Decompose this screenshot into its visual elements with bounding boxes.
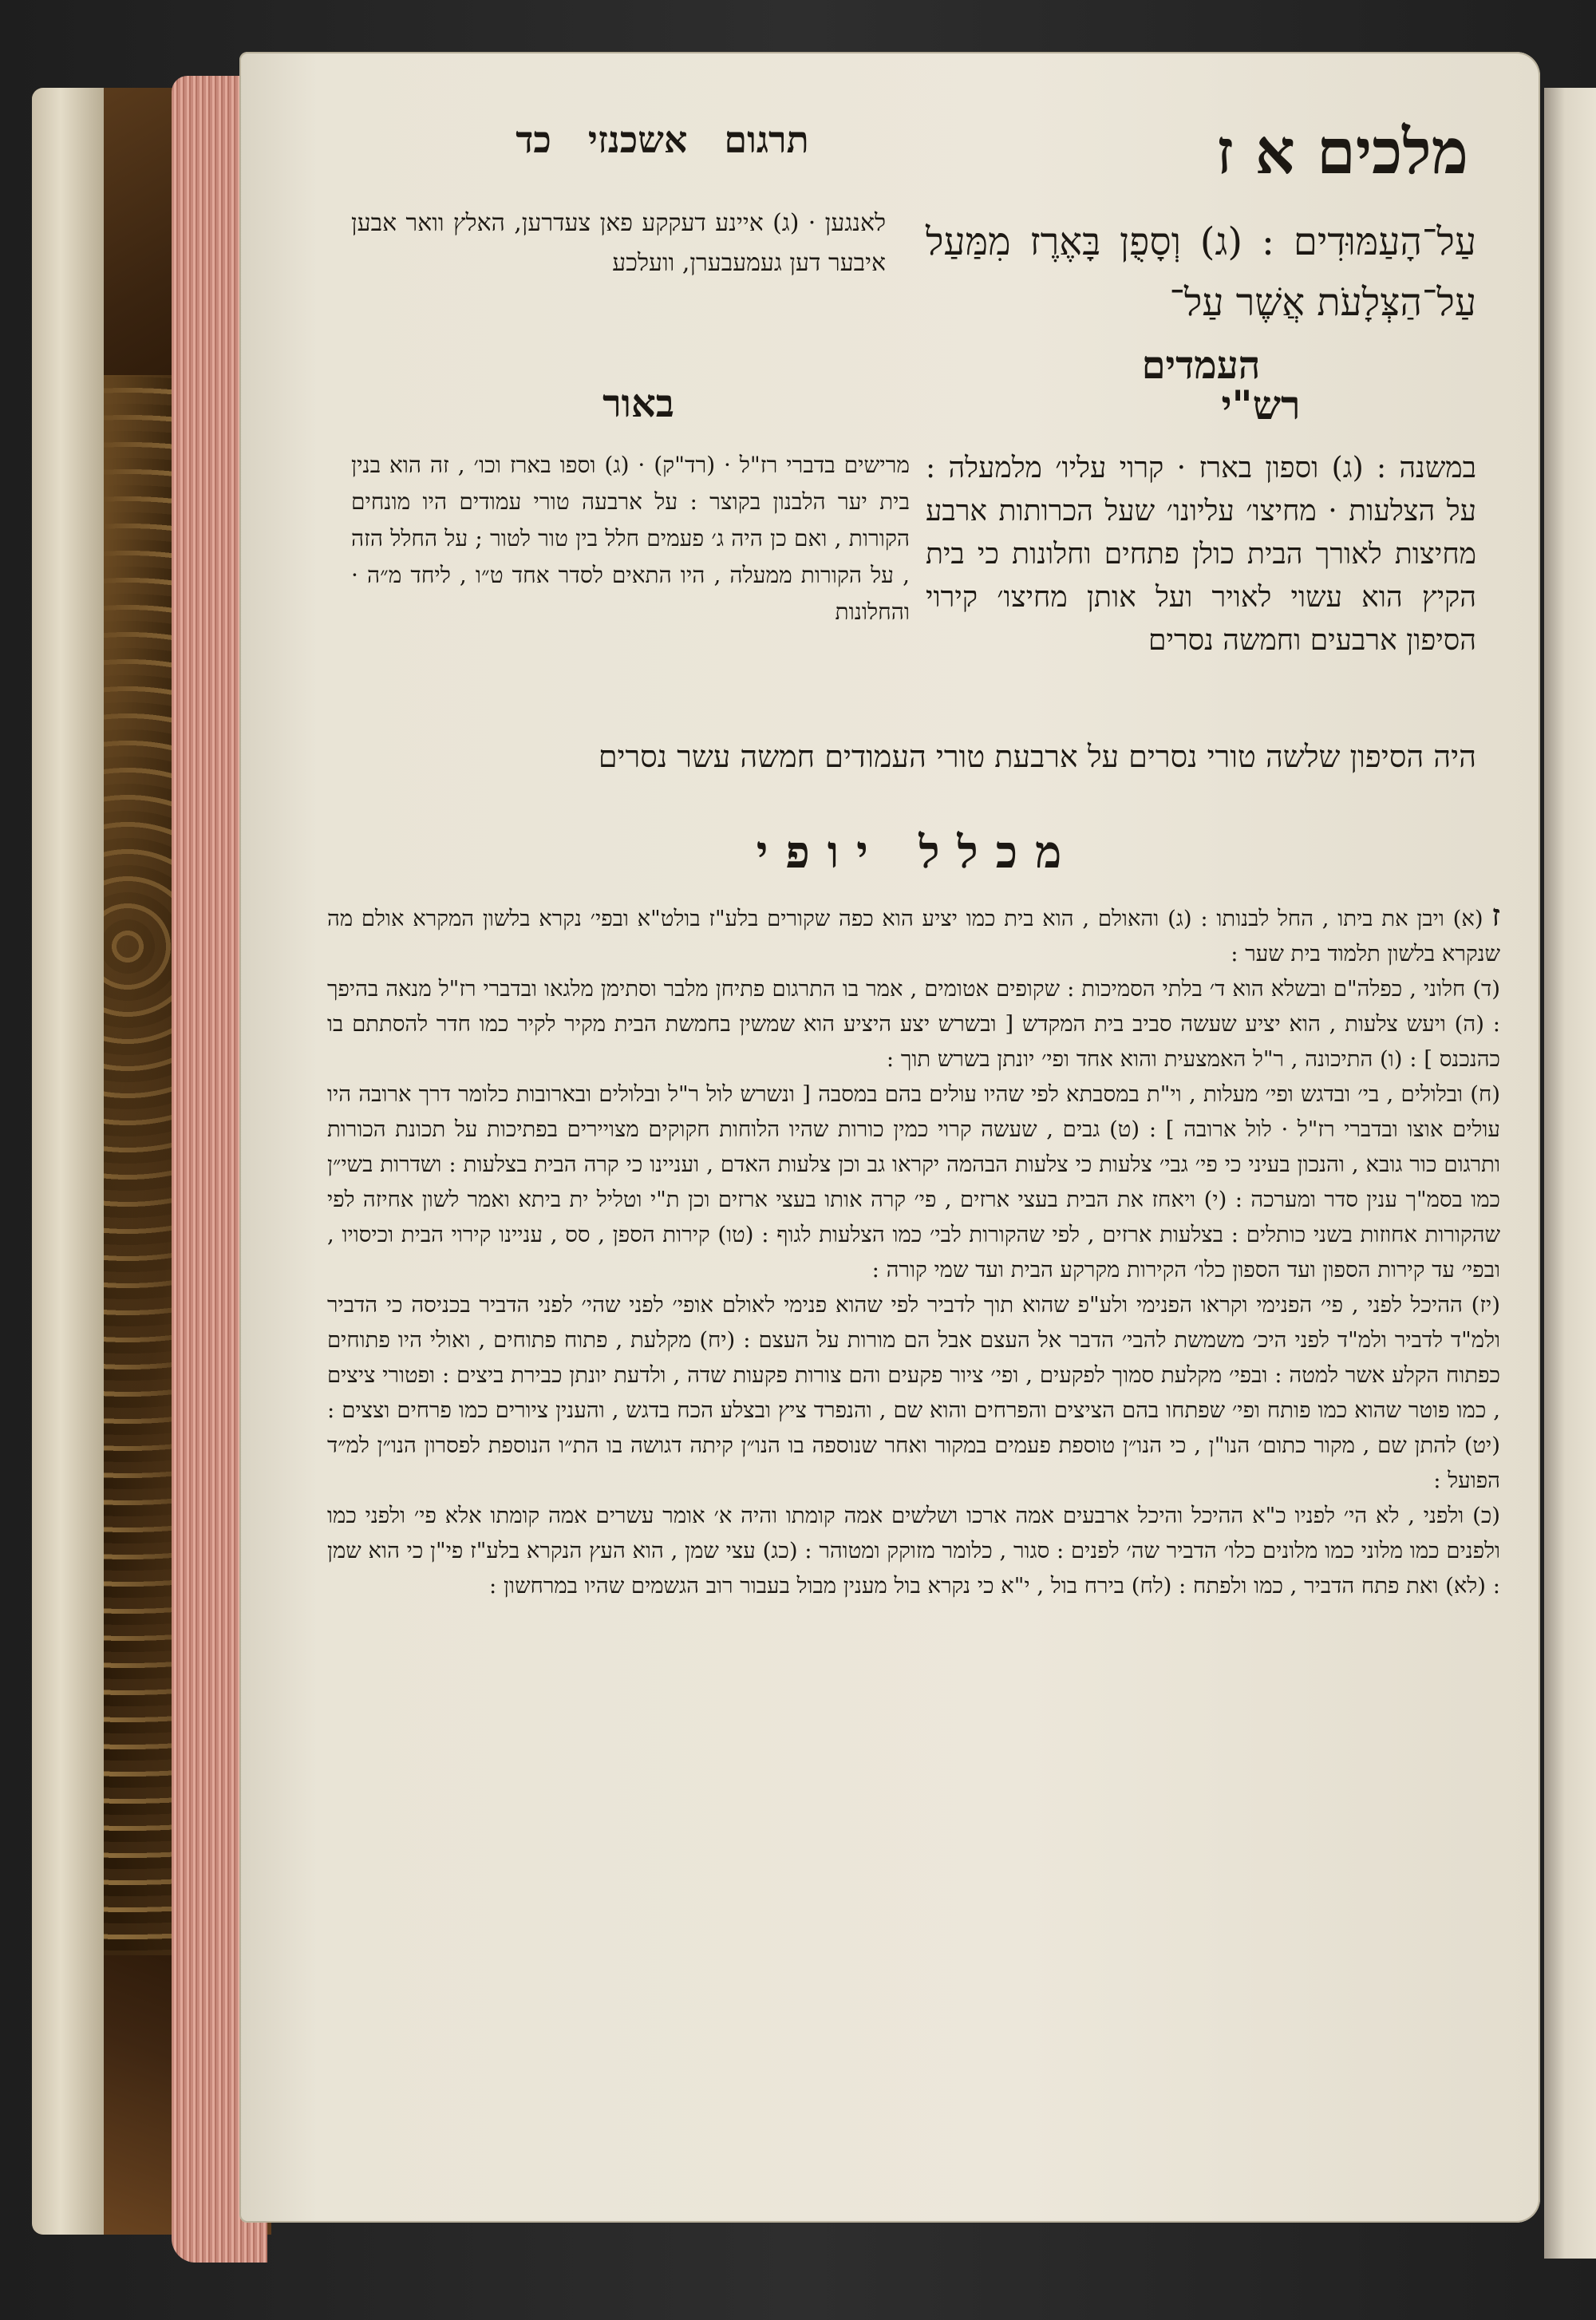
scripture-verse-continuation: העמדים [1141, 343, 1261, 388]
mikhlal-yofi-commentary [327, 898, 1500, 1603]
running-header-targum: תרגום אשכנזי כד [516, 118, 809, 161]
commentary-paragraph: (כ) ולפני , לא הי׳ לפניו כ"א ההיכל והיכל ארבעים אמה ארכו ושלשים אמה קומתו והיה א׳ אומר עשרים אמה קומתו אלא פי׳ ולפני כמו ולפנים כמו מלוני כמו מלונים כלו׳ הדביר שה׳ לפנים : סגור , כלומר מזוקק ומטוהר : (כג) עצי שמן , הוא העץ הנקרא בלע"ז פי"ן כי הוא שמן : (לא) ואת פתח הדביר , כמו ולפתח : (לח) בירח בול , י"א כי נקרא בול מענין מבול בעבור רוב הגשמים שהיו במרחשון : [327, 1503, 1500, 1599]
chapter-letter: ז [1491, 897, 1500, 933]
facing-page-edge [1544, 88, 1596, 2259]
rashi-heading: רש"י [1221, 381, 1301, 429]
scripture-verse: עַל־הָעַמּוּדִים : (ג) וְסָפֻן בָּאֶרֶז מִמַּעַל עַל־הַצְּלָעֹת אֲשֶׁר עַל־ [926, 219, 1476, 325]
commentary-paragraph: (יז) ההיכל לפני , פי׳ הפנימי וקראו הפנימי ולע"פ שהוא תוך לדביר לפי שהוא פנימי לאולם אופי׳ לפני שהי׳ לפני הדביר בכניסה כי הדביר ולמ"ד לדביר ולמ"ד לפני היכ׳ משמשת להבי׳ הדבר אל העצם אבל הם מורות על העצם : (יח) מקלעת , פתוח פתוחים , ואולי היו פתוחים כפתוח הקלע אשר למטה : ובפי׳ מקלעת סמוך לפקעים , ופי׳ ציור פקעים והם צורות פקעות שדה , ולדעת יונתן כבירת ביצים : ופטורי ציצים , כמו פוטר שהוא כמו פותח ופי׳ שפתחו בהם הציצים והפרחים והוא שם , והנפרד ציץ ובצלע הכח בדגש , והענין ציורים כמו פרחים וצצים : (יט) להתן שם , מקור כתום׳ הנו"ן , כי הנו״ן טוספת פעמים במקור ואחר שנוספה בו הנו״ן קיתה דגושה בו הת״ו הנוספת לפסרון הנו״ן למ״ד הפועל : [327, 1292, 1500, 1493]
yiddish-translation: לאנגען · (ג) איינע דעקקע פאן צעדרען, האלץ וואר אבען איבער דען געמעבערן, וועלכע [351, 209, 886, 277]
biur-heading: באור [602, 381, 674, 426]
rashi-commentary: במשנה : (ג) וספון בארז · קרוי עליו׳ מלמעלה : על הצלעות · מחיצו׳ עליונו׳ שעל הכרותות ארבע מחיצות לאורך הבית כולן פתחים וחלונות כי בית הקיץ הוא עשוי לאויר ועל אותן מחיצו׳ קירוי הסיפון ארבעים וחמשה נסרים [926, 452, 1476, 657]
commentary-paragraph: (ד) חלוני , כפלה"ם ובשלא הוא ד׳ בלתי הסמיכות : שקופים אטומים , אמר בו התרגום פתיחן מלבר וסתימן מלגאו ובדברי רז"ל מנאה בהיפך : (ה) ויעש צלעות , הוא יציע שעשה סביב בית המקדש [ ובשרש יצע היציע הוא שמשין בחמשת הבית מקיר לקיר כמו חדר להסתתם בו כהנכנס ] : (ו) התיכונה , ר"ל האמצעית והוא אחד ופי׳ יונתן בשרש תוך : [327, 976, 1500, 1072]
commentary-paragraph: (ח) ובלולים , בי׳ ובדגש ופי׳ מעלות , וי"ת במסבתא לפי שהיו עולים בהם במסבה [ ונשרש לול ר"ל ובלולים ובארובות כלומר דרך ארובה היו עולים אוצו ובדברי רז"ל · לול ארובה ] : (ט) גבים , שעשה קרוי כמין כורות שהיו הלוחות חקוקים מצויירים בפתיכות על תכונת הכורות ותרגום כור גובא , והנכון בעיני כי פי׳ גבי׳ צלעות כי צלעות הבהמה יקראו גב וכן צלעות האדם , ועניינו כי קרה הבית בצלעות : ושדרות בשי״ן כמו בסמ"ך ענין סדר ומערכה : (י) ויאחז את הבית בעצי ארזים , פי׳ קרה אותו בעצי ארזים וכן ת"י וטליל ית ביתא ואמר לשון אחיזה לפי שהקורות אחוזות בשני כותלים : בצלעות ארזים , לפי שהקורות לבי׳ כמו הצלעות לגוף : (טו) קירות הספן , סס , עניינו קירוי הבית וכיסויו , ובפי׳ עד קירות הספון ועד הספון כלו׳ הקירות מקרקע הבית ועד שמי קורה : [327, 1081, 1500, 1283]
commentary-paragraph: ז (א) ויבן את ביתו , החל לבנותו : (ג) והאולם , הוא בית כמו יציע הוא כפה שקורים בלע"ז בולט"א ובפי׳ נקרא בלשון המקרא אולם מה שנקרא בלשון תלמוד בית שער : [327, 897, 1500, 966]
rashi-commentary-tail: היה הסיפון שלשה טורי נסרים על ארבעת טורי העמודים חמשה עשר נסרים [598, 739, 1476, 774]
biur-commentary: מרישים בדברי רז"ל · (רד"ק) · (ג) וספו בארז וכו׳ , זה הוא בנין בית יער הלבנון בקוצר : על ארבעה טורי עמודים היו מונחים הקורות , ואם כן היה ג׳ פעמים חלל בין טור לטור ; על החלל הזה , על הקורות ממעלה , היו התאים לסדר אחד ט״ו , ליחד מ״ה · והחלונות [351, 452, 910, 625]
running-header-book: מלכים א ז [1215, 116, 1468, 188]
mikhlal-yofi-heading: מכלל יופי [756, 826, 1080, 879]
book-spine [32, 88, 104, 2235]
